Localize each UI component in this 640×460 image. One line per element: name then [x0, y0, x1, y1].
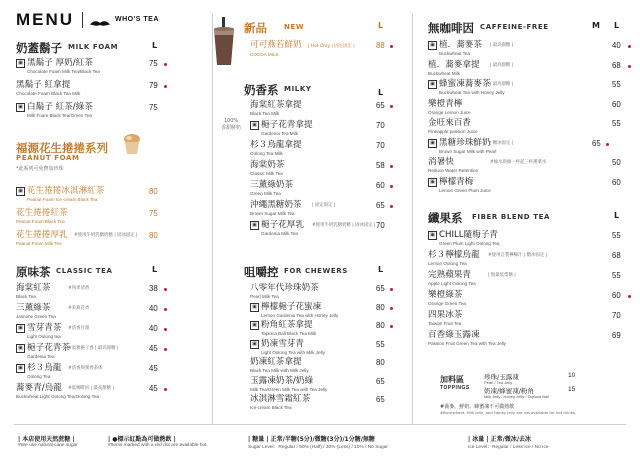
item-name: 檸檬梔子花蜜凍 [261, 301, 322, 312]
item-price: 65 [376, 284, 385, 293]
item-price: 75 [149, 59, 158, 68]
caffeine-free-item[interactable] [428, 118, 628, 138]
section-new [244, 20, 394, 34]
item-name: 海棠奶茶 [250, 160, 285, 170]
hot-cup-icon: ▣ [16, 364, 25, 373]
item-name-en: Lemon Oolong Tea [428, 261, 467, 266]
item-name-en: Pineapple passion Juice [428, 129, 478, 134]
item-name-en: Buckwheat Milk [428, 70, 460, 76]
item-name-en: Ice-cream Black Tea [250, 405, 292, 410]
item-price: 60 [376, 181, 385, 190]
hot-dot [390, 105, 393, 108]
item-note: | Hot Only | 固定固定 | [308, 44, 355, 49]
toppings-title-en: TOPPINGS [440, 385, 470, 391]
item-name: 海棠紅茶拿提 [250, 100, 302, 110]
item-note: #熟果清香 [68, 286, 90, 291]
item-name: 黑糖珍珠鮮奶 [439, 137, 491, 148]
item-name: 蕎麥青/烏龍 [16, 383, 62, 393]
new-drink-image [212, 17, 236, 67]
item-price: 58 [376, 161, 385, 170]
item-name: 白鬍子 紅茶/綠茶 [27, 102, 93, 112]
hot-cup-icon: ▣ [250, 303, 259, 312]
item-name: 完熟蘋果青 [428, 270, 471, 280]
item-name-en: Gardenia Tea Milk [261, 131, 298, 136]
peanut-foam-item[interactable] [16, 230, 206, 250]
item-name-en: Milk Foam Black Tea/Green Tea [27, 113, 92, 118]
hot-cup-icon: ▣ [16, 187, 25, 196]
hot-cup-icon: ▣ [16, 59, 25, 68]
item-price: 80 [149, 231, 158, 240]
item-name: 海棠紅茶 [16, 283, 51, 293]
menu-title: MENU [16, 10, 75, 29]
section-title-zh: 無咖啡因 [428, 21, 474, 35]
item-name-en: Black Tea Milk [250, 111, 280, 116]
col-header-l: L [378, 21, 384, 30]
item-name: 梔子花青拿提 [261, 120, 313, 130]
item-name-en: Reduce Water Retention [428, 168, 479, 173]
footer-title: | 糖量 | 正常/半糖(5分)/微糖(3分)/1分糖/無糖 [248, 436, 375, 443]
topping-name-en: Milk Jelly / Honey Jelly / Tapioca Ball [484, 394, 550, 399]
item-name-en: Green Milk Tea [250, 191, 281, 196]
hot-dot [628, 65, 631, 68]
chewers-item[interactable] [250, 394, 395, 414]
toppings-box [428, 370, 628, 416]
item-price: 45 [149, 384, 158, 393]
section-title-en: PEANUT FOAM [16, 154, 80, 162]
item-name-en: Chocolate Foam Milk Tea/Black Tea [27, 69, 100, 74]
hot-dot [390, 325, 393, 328]
footer-ice-level [468, 434, 549, 450]
hot-dot [390, 205, 393, 208]
hot-dot [390, 185, 393, 188]
milk-foam-item[interactable] [16, 80, 206, 100]
col-header-l: L [152, 265, 158, 274]
item-price-l: 60 [612, 99, 621, 109]
hot-dot [164, 85, 167, 88]
item-price: 70 [376, 121, 385, 130]
section-title-zh: 奶香系 [244, 83, 279, 97]
item-name: 植．蕎麥茶 [439, 40, 482, 50]
item-price: 80 [149, 187, 158, 196]
section-caffeine-free [428, 20, 628, 34]
caffeine-free-item[interactable] [428, 157, 628, 177]
item-note: | 固定固定 | [312, 203, 336, 208]
column-divider [412, 14, 413, 424]
item-name-en: Milk Tea/Green Milk Tea with Tea Jelly [250, 386, 328, 392]
topping-price: 15 [568, 386, 576, 393]
item-name-en: Lemon Gardenia Tea with Honey Jelly [261, 312, 339, 318]
footer-sub: Sugar Level：Regular / 50% (Half) / 30% (Less) / 10% / No Sugar [248, 445, 388, 450]
toppings-row[interactable] [484, 372, 614, 386]
item-note: #茉莉花香 [68, 306, 90, 311]
col-header-l: L [614, 21, 620, 30]
item-name-en: Light Oolong tea [27, 334, 61, 339]
item-name-en: Apple Light Oolong Tea [428, 281, 476, 286]
item-name-en: Buckwheat Light Oolong Tea/Oolong Tea [16, 394, 100, 399]
hot-cup-icon: ▣ [250, 221, 259, 230]
footer [0, 424, 640, 460]
classic-tea-item[interactable] [16, 343, 206, 363]
chewers-item[interactable] [250, 283, 395, 303]
item-name: 植．蕎麥拿提 [428, 59, 480, 70]
item-name-en: Brown Sugar Milk Tea [250, 211, 295, 216]
item-price: 80 [376, 302, 385, 312]
milky-item[interactable] [250, 140, 395, 160]
item-name-en: Orange Lemon Juice [428, 109, 471, 115]
fiber-item[interactable] [428, 230, 628, 250]
item-note: #使用自製檸檬汁 | 糖冰固定 | [488, 253, 548, 258]
item-name-en: Peanut Foam Ice-cream Black Tea [27, 197, 98, 202]
item-name: 花生捲捲紅茶 [16, 208, 68, 218]
caffeine-free-item[interactable] [428, 99, 628, 119]
item-note: | 最高甜糖 | [490, 62, 514, 68]
item-price: 45 [149, 364, 158, 373]
item-name: 玉露凍奶茶/奶綠 [250, 375, 314, 386]
hot-cup-icon: ▣ [428, 80, 437, 89]
classic-tea-item[interactable] [16, 363, 206, 383]
fiber-item[interactable] [428, 270, 628, 290]
hot-dot [164, 388, 167, 391]
hot-dot [164, 63, 167, 66]
item-name-en: Gardenia Tea [27, 354, 55, 359]
topping-name: 奶凍/蜂蜜凍/粉角 [484, 387, 534, 395]
section-title-en: FOR CHEWERS [284, 267, 348, 275]
hot-cup-icon: ▣ [16, 324, 25, 333]
item-note: #使用牛奶乳糖奶精 | 固冰固定 | [312, 223, 376, 228]
item-name: CHILL隨梅子青 [439, 230, 498, 240]
item-price: 55 [612, 271, 621, 280]
section-title-en: NEW [284, 23, 305, 31]
hot-cup-icon: ▣ [428, 231, 437, 240]
milky-item[interactable] [250, 220, 395, 240]
hot-cup-icon: ▣ [250, 340, 259, 349]
hot-dot [390, 165, 393, 168]
section-peanut-foam [16, 140, 166, 170]
hot-cup-icon: ▣ [428, 178, 437, 187]
item-name: 杉３檸檬烏龍 [428, 250, 480, 260]
fiber-item[interactable] [428, 310, 628, 330]
fiber-item[interactable] [428, 290, 628, 310]
section-title-en: MILK FOAM [68, 43, 119, 51]
item-name: 三薰綠奶茶 [250, 180, 293, 190]
section-fiber [428, 210, 628, 224]
item-price: 79 [149, 81, 158, 90]
item-name: 奶凍紅茶拿提 [250, 357, 302, 367]
hot-dot [164, 308, 167, 311]
fiber-item[interactable] [428, 330, 628, 350]
hot-cup-icon: ▣ [428, 139, 437, 148]
item-name-en: Orange Green Tea [428, 301, 466, 306]
item-name-en: Tapioca Ball Black Tea Milk [261, 331, 317, 336]
item-price: 75 [149, 103, 158, 112]
section-title-en: MILKY [284, 85, 312, 93]
item-name-en: Buckwheat Tea with Honey Jelly [439, 90, 505, 95]
classic-tea-item[interactable] [16, 283, 206, 303]
topping-price: 10 [568, 372, 576, 379]
item-price: 65 [376, 101, 385, 110]
section-title-zh: 奶蓋鬍子 [16, 41, 62, 55]
fresh-milk-note [214, 118, 248, 131]
menu-header [16, 8, 206, 32]
item-price: 55 [376, 339, 385, 349]
topping-name: 珍珠/玉露凍 [484, 373, 519, 381]
chewers-item[interactable] [250, 320, 395, 340]
item-note: | 最高甜糖 | [490, 82, 514, 87]
chewers-item[interactable] [250, 339, 395, 359]
col-header-l: L [378, 265, 384, 274]
hot-cup-icon: ▣ [16, 344, 25, 353]
item-name-en: Light Oolong Tea with Milk Jelly [261, 349, 326, 355]
item-name-en: Black Tea Milk with Milk Jelly [250, 368, 309, 373]
item-name: 可可燕若鮮奶 [250, 40, 302, 50]
item-name: 百香綠玉露凍 [428, 330, 480, 340]
section-title-zh: 咀嚼控 [244, 265, 279, 279]
item-name: 花生捲捲厚乳 [16, 230, 68, 240]
item-price: 65 [376, 376, 385, 386]
column-divider [212, 14, 213, 424]
item-price: 60 [612, 291, 621, 300]
peanut-note: *此系列可免費加珍珠 [16, 166, 64, 172]
hot-dot [164, 348, 167, 351]
item-price: 70 [612, 311, 621, 320]
hot-dot [164, 288, 167, 291]
section-title-zh: 新品 [244, 21, 267, 35]
item-name: 奶凍雪芽青 [261, 338, 304, 349]
footer-cane-sugar [18, 434, 78, 448]
footer-sub: Ice Level：Regular / Less Ice / No Ice [468, 445, 549, 450]
item-name: 樂橙綠茶 [428, 290, 463, 300]
caffeine-free-item[interactable] [428, 40, 628, 60]
item-price: 45 [149, 344, 158, 353]
item-name: 蜂蜜凍蕎麥茶 [439, 79, 491, 89]
milk-foam-item[interactable] [16, 58, 206, 78]
item-note: | 無最低梨糖 | [488, 273, 516, 278]
toppings-note-zh: #蕎麥、鮮奶、蜂蜜凍不可做熱飲 [440, 404, 515, 410]
item-price: 69 [612, 331, 621, 340]
chewers-item[interactable] [250, 357, 395, 377]
hot-dot [628, 295, 631, 298]
item-name: 粉角紅茶拿提 [261, 320, 313, 330]
section-classic-tea [16, 264, 206, 278]
item-note: #綠水與綠一杯起三杯漢菜水 [490, 160, 547, 165]
milky-item[interactable] [250, 180, 395, 200]
section-title-en: FIBER BLEND TEA [472, 213, 550, 221]
item-price-l: 40 [612, 41, 621, 50]
item-price: 40 [149, 324, 158, 333]
col-header-l: L [152, 41, 158, 50]
hot-cup-icon: ▣ [428, 41, 437, 50]
fresh-milk-label: 香甜鮮奶 [220, 125, 241, 131]
item-note: #清香與蜜香茶体 [68, 366, 103, 371]
hot-dot [390, 45, 393, 48]
item-name: 檸檬青梅 [439, 176, 474, 187]
item-price: 38 [149, 284, 158, 293]
footer-title: | ●標示紅點為可做熱飲 | [108, 436, 176, 443]
hot-dot [164, 328, 167, 331]
footer-sugar-level [248, 434, 388, 450]
milk-foam-item[interactable] [16, 102, 206, 122]
item-price: 70 [376, 141, 385, 150]
item-price: 88 [376, 41, 385, 50]
hot-cup-icon: ▣ [250, 121, 259, 130]
item-name-en: Oolong Tea Milk [250, 151, 283, 156]
item-name: 三薰綠茶 [16, 303, 51, 313]
section-title-en: CLASSIC TEA [56, 267, 113, 275]
col-header-m: M [592, 21, 600, 30]
item-price: 55 [612, 231, 621, 240]
item-name: 雪芽青茶 [27, 323, 62, 333]
item-name-en: Passion Fruit Green Tea with Tea Jelly [428, 341, 506, 346]
item-name-en: Buckwheat Tea [439, 51, 471, 56]
chewers-item[interactable] [250, 302, 395, 322]
hot-dot [390, 288, 393, 291]
item-note: #低咖啡因 | 最高甜糖 | [68, 386, 114, 391]
item-name: 四果冰茶 [428, 310, 463, 320]
item-price: 70 [376, 221, 385, 230]
peanut-foam-item[interactable] [16, 208, 206, 228]
footer-title: | 本店使用天然蔗糖 | [18, 436, 75, 443]
item-name: 梔子花青茶 [27, 343, 70, 353]
header-separator [82, 12, 83, 28]
item-name-en: Classic Milk Tea [250, 171, 283, 176]
col-header-l: L [378, 88, 384, 97]
item-name-en: Chocolate Foam Black Tea Milk [16, 91, 81, 96]
footer-hot-note [108, 434, 208, 448]
classic-tea-item[interactable] [16, 303, 206, 323]
item-price: 65 [376, 395, 385, 404]
item-price-l: 60 [612, 177, 621, 187]
item-price-l: 55 [612, 119, 621, 128]
hot-dot [606, 143, 609, 146]
toppings-title-zh: 加料區 [440, 375, 464, 384]
fiber-item[interactable] [428, 250, 628, 270]
new-item-row[interactable] [250, 40, 395, 60]
hot-dot [628, 45, 631, 48]
classic-tea-item[interactable] [16, 383, 206, 403]
item-name-en: Peanut Foam Milk Tea [16, 241, 62, 246]
item-name: 冰淇淋雪霜紅茶 [250, 394, 311, 404]
fresh-milk-percent: 100% [223, 118, 239, 124]
milky-item[interactable] [250, 120, 395, 140]
caffeine-free-item[interactable] [428, 177, 628, 197]
item-name-en: Lemon Green Plum Juice [439, 187, 491, 193]
item-note: #清香甘甜 [68, 326, 90, 331]
item-name-en: Pearl Milk Tea [250, 294, 279, 299]
item-price-l: 68 [612, 60, 621, 70]
item-price-m: 65 [592, 138, 601, 148]
item-price: 75 [149, 209, 158, 218]
item-note: | 最高甜糖 | [490, 43, 514, 48]
peanut-foam-item[interactable] [16, 186, 206, 206]
hot-cup-icon: ▣ [16, 103, 25, 112]
item-name: 杉３烏龍拿提 [250, 140, 302, 150]
item-name: 八零年代珍珠奶茶 [250, 283, 319, 293]
item-name-en: Peanut Foam Black Tea [16, 219, 65, 224]
item-name: 金旺來百香 [428, 118, 471, 128]
topping-name-en: Pearl / Tea Jelly [484, 380, 513, 385]
caffeine-free-item[interactable] [428, 60, 628, 80]
brand-name: WHO'S TEA [115, 16, 159, 23]
caffeine-free-item[interactable] [428, 79, 628, 99]
item-price: 65 [376, 201, 385, 210]
milky-item[interactable] [250, 200, 395, 220]
toppings-note-en: #Buckwheat, Milk Jelly, and Honey Jelly are not available for hot drinks. [440, 410, 577, 415]
col-header-l: L [614, 211, 620, 220]
mustache-icon [89, 15, 111, 34]
item-price: 68 [612, 251, 621, 260]
item-name: 梔子花厚乳 [261, 220, 304, 230]
item-name-en: Green Plum Light Oolong Tea [439, 241, 500, 246]
item-name-en: Black Tea [16, 294, 36, 299]
item-note: #高雅梔子香 | 最高甜糖 | [68, 346, 119, 351]
section-title-en: CAFFEINE-FREE [480, 23, 549, 31]
item-name: 黑鬍子 厚奶/紅茶 [27, 58, 93, 68]
item-price: 80 [376, 321, 385, 330]
item-name: 樂橙青檸 [428, 98, 463, 109]
chewers-item[interactable] [250, 376, 395, 396]
item-price-l: 50 [612, 158, 621, 167]
item-note: | 糖冰固定 | [490, 140, 514, 146]
footer-sub: #Items marked with a red dot are available hot. [108, 443, 208, 448]
item-name: 黑鬍子 紅拿提 [16, 80, 71, 90]
item-name: 花生捲捲冰淇淋紅茶 [27, 186, 105, 196]
item-name: 杉３烏龍 [27, 363, 62, 373]
hot-dot [390, 307, 393, 310]
item-note: #使用牛奶乳糖奶精 | 固冰固定 | [74, 233, 138, 238]
section-title-zh: 福源花生捲捲系列 [16, 141, 108, 155]
item-name-en: Taiwan Fruit Tea [428, 321, 462, 326]
section-chewers [244, 264, 394, 278]
item-name-en: Brown Sugar Milk with Pearl [439, 148, 497, 154]
milky-item[interactable] [250, 160, 395, 180]
item-name: 消暑快 [428, 157, 454, 167]
milky-item[interactable] [250, 100, 395, 120]
classic-tea-item[interactable] [16, 323, 206, 343]
item-name-en: Oolong Tea [27, 374, 51, 379]
caffeine-free-item[interactable] [428, 138, 628, 158]
item-name-en: COCOA MILK [250, 52, 279, 57]
footer-title: | 冰量 | 正常/微冰/去冰 [468, 436, 532, 443]
item-price: 80 [376, 358, 385, 367]
item-name-en: Jasmine Green Tea [16, 314, 56, 319]
item-price-l: 55 [612, 80, 621, 89]
toppings-row[interactable] [484, 386, 614, 400]
item-name-en: Gardenia Milk Tea [261, 231, 298, 236]
section-title-zh: 纖果系 [428, 211, 463, 225]
item-name: 沖繩黑糖奶茶 [250, 200, 302, 210]
section-title-zh: 原味茶 [16, 265, 51, 279]
item-price: 40 [149, 304, 158, 313]
hot-cup-icon: ▣ [250, 321, 259, 330]
footer-sub: #We use natural cane sugar [18, 443, 78, 448]
